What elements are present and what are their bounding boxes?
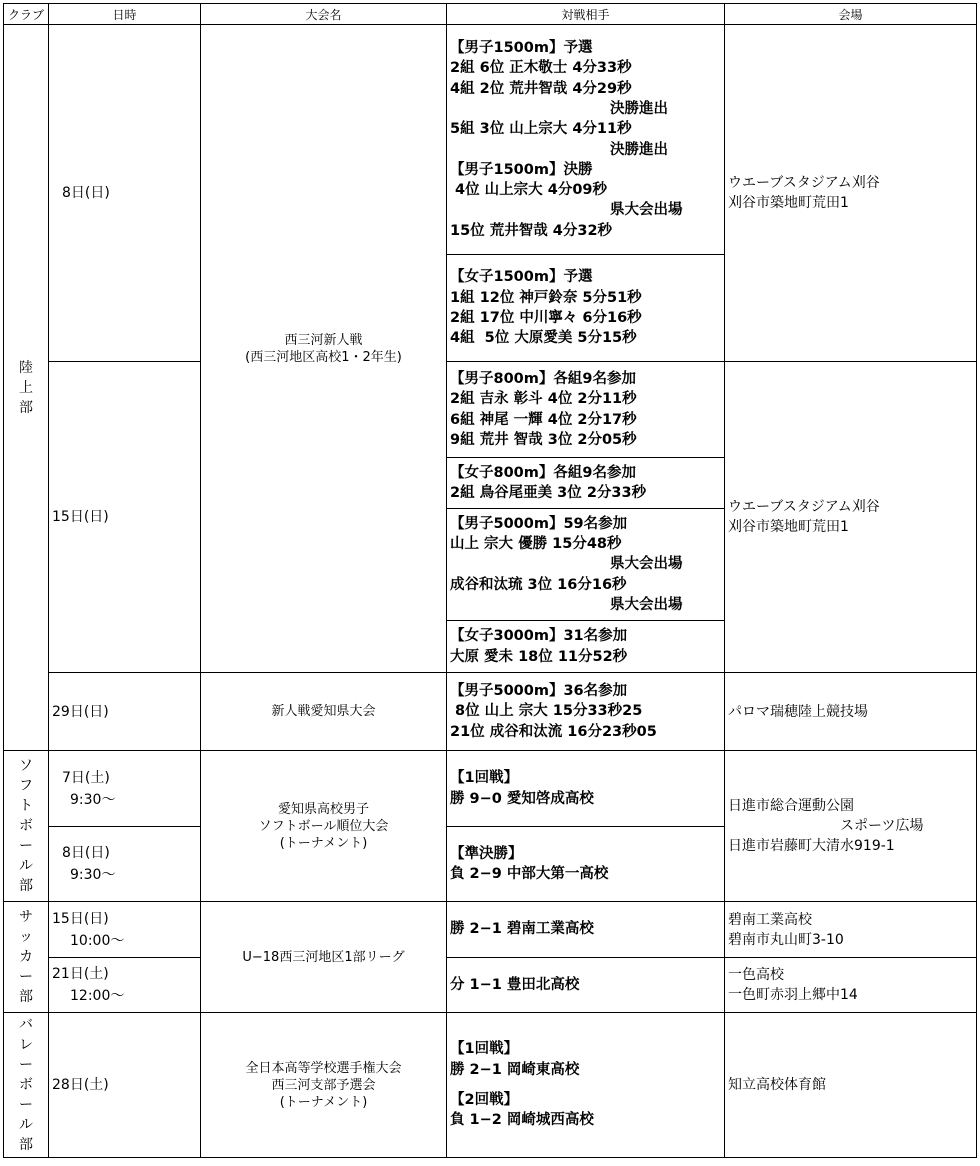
date-athletics-8: 8日(日)	[49, 25, 201, 362]
result-soccer-2: 分 1−1 豊田北高校	[447, 958, 725, 1013]
table-row	[4, 25, 977, 255]
club-softball: ソ フ ト ボ ー ル 部	[4, 751, 49, 902]
table-row	[4, 751, 977, 827]
result-m5000-pref: 【男子5000m】36名参加 8位 山上 宗大 15分33秒25 21位 成谷和汰流 16分23秒05	[447, 673, 725, 751]
header-datetime: 日時	[49, 4, 201, 25]
result-w1500: 【女子1500m】予選 1組 12位 神戸鈴奈 5分51秒 2組 17位 中川寧々 6分16秒 4組 5位 大原愛美 5分15秒	[447, 255, 725, 362]
result-w3000: 【女子3000m】31名参加 大原 愛未 18位 11分52秒	[447, 621, 725, 673]
header-venue: 会場	[725, 4, 977, 25]
venue-athletics-15: ウエーブスタジアム刈谷 刈谷市築地町荒田1	[725, 362, 977, 673]
club-athletics: 陸 上 部	[4, 25, 49, 751]
result-w800: 【女子800m】各組9名参加 2組 鳥谷尾亜美 3位 2分33秒	[447, 458, 725, 509]
result-softball-r1: 【1回戦】 勝 9−0 愛知啓成高校	[447, 751, 725, 827]
result-volleyball: 【1回戦】 勝 2−1 岡崎東高校 【2回戦】 負 1−2 岡崎城西高校	[447, 1013, 725, 1158]
table-row	[4, 362, 977, 458]
tournament-nishimikawa: 西三河新人戦 (西三河地区高校1・2年生)	[201, 25, 447, 673]
table-row	[4, 1013, 977, 1158]
table-row	[4, 673, 977, 751]
date-soccer-21: 21日(土) 12:00〜	[49, 958, 201, 1013]
venue-softball: 日進市総合運動公園 スポーツ広場 日進市岩藤町大清水919-1	[725, 751, 977, 902]
result-m5000: 【男子5000m】59名参加 山上 宗大 優勝 15分48秒 県大会出場 成谷和汰琉 3位 16分16秒 県大会出場	[447, 509, 725, 621]
result-softball-sf: 【準決勝】 負 2−9 中部大第一高校	[447, 827, 725, 902]
venue-soccer-1: 碧南工業高校 碧南市丸山町3-10	[725, 902, 977, 958]
date-softball-7: 7日(土) 9:30〜	[49, 751, 201, 827]
venue-athletics-29: パロマ瑞穂陸上競技場	[725, 673, 977, 751]
header-tournament: 大会名	[201, 4, 447, 25]
date-athletics-15: 15日(日)	[49, 362, 201, 673]
date-softball-8: 8日(日) 9:30〜	[49, 827, 201, 902]
table-row	[4, 958, 977, 1013]
date-athletics-29: 29日(日)	[49, 673, 201, 751]
header-opponent: 対戦相手	[447, 4, 725, 25]
result-m800: 【男子800m】各組9名参加 2組 吉永 彰斗 4位 2分11秒 6組 神尾 一輝 4位 2分17秒 9組 荒井 智哉 3位 2分05秒	[447, 362, 725, 458]
tournament-soccer: U−18西三河地区1部リーグ	[201, 902, 447, 1013]
result-soccer-1: 勝 2−1 碧南工業高校	[447, 902, 725, 958]
schedule-page	[3, 3, 976, 1162]
tournament-volleyball: 全日本高等学校選手権大会 西三河支部予選会 (トーナメント)	[201, 1013, 447, 1158]
venue-athletics-8: ウエーブスタジアム刈谷 刈谷市築地町荒田1	[725, 25, 977, 362]
tournament-softball: 愛知県高校男子 ソフトボール順位大会 (トーナメント)	[201, 751, 447, 902]
club-soccer: サ ッ カ ー 部	[4, 902, 49, 1013]
header-club: クラブ	[4, 4, 49, 25]
date-soccer-15: 15日(日) 10:00〜	[49, 902, 201, 958]
venue-volleyball: 知立高校体育館	[725, 1013, 977, 1158]
header-row	[4, 4, 977, 25]
result-m1500: 【男子1500m】予選 2組 6位 正木敬士 4分33秒 4組 2位 荒井智哉 4分29秒 決勝進出 5組 3位 山上宗大 4分11秒 決勝進出 【男子1500m】決勝 4位 山上宗大 4分09秒 県大会出場 15位 荒井智哉 4分32秒	[447, 25, 725, 255]
date-volleyball-28: 28日(土)	[49, 1013, 201, 1158]
club-volleyball: バ レ ー ボ ー ル 部	[4, 1013, 49, 1158]
results-table	[3, 3, 977, 1158]
table-row	[4, 902, 977, 958]
tournament-prefectural: 新人戦愛知県大会	[201, 673, 447, 751]
venue-soccer-2: 一色高校 一色町赤羽上郷中14	[725, 958, 977, 1013]
